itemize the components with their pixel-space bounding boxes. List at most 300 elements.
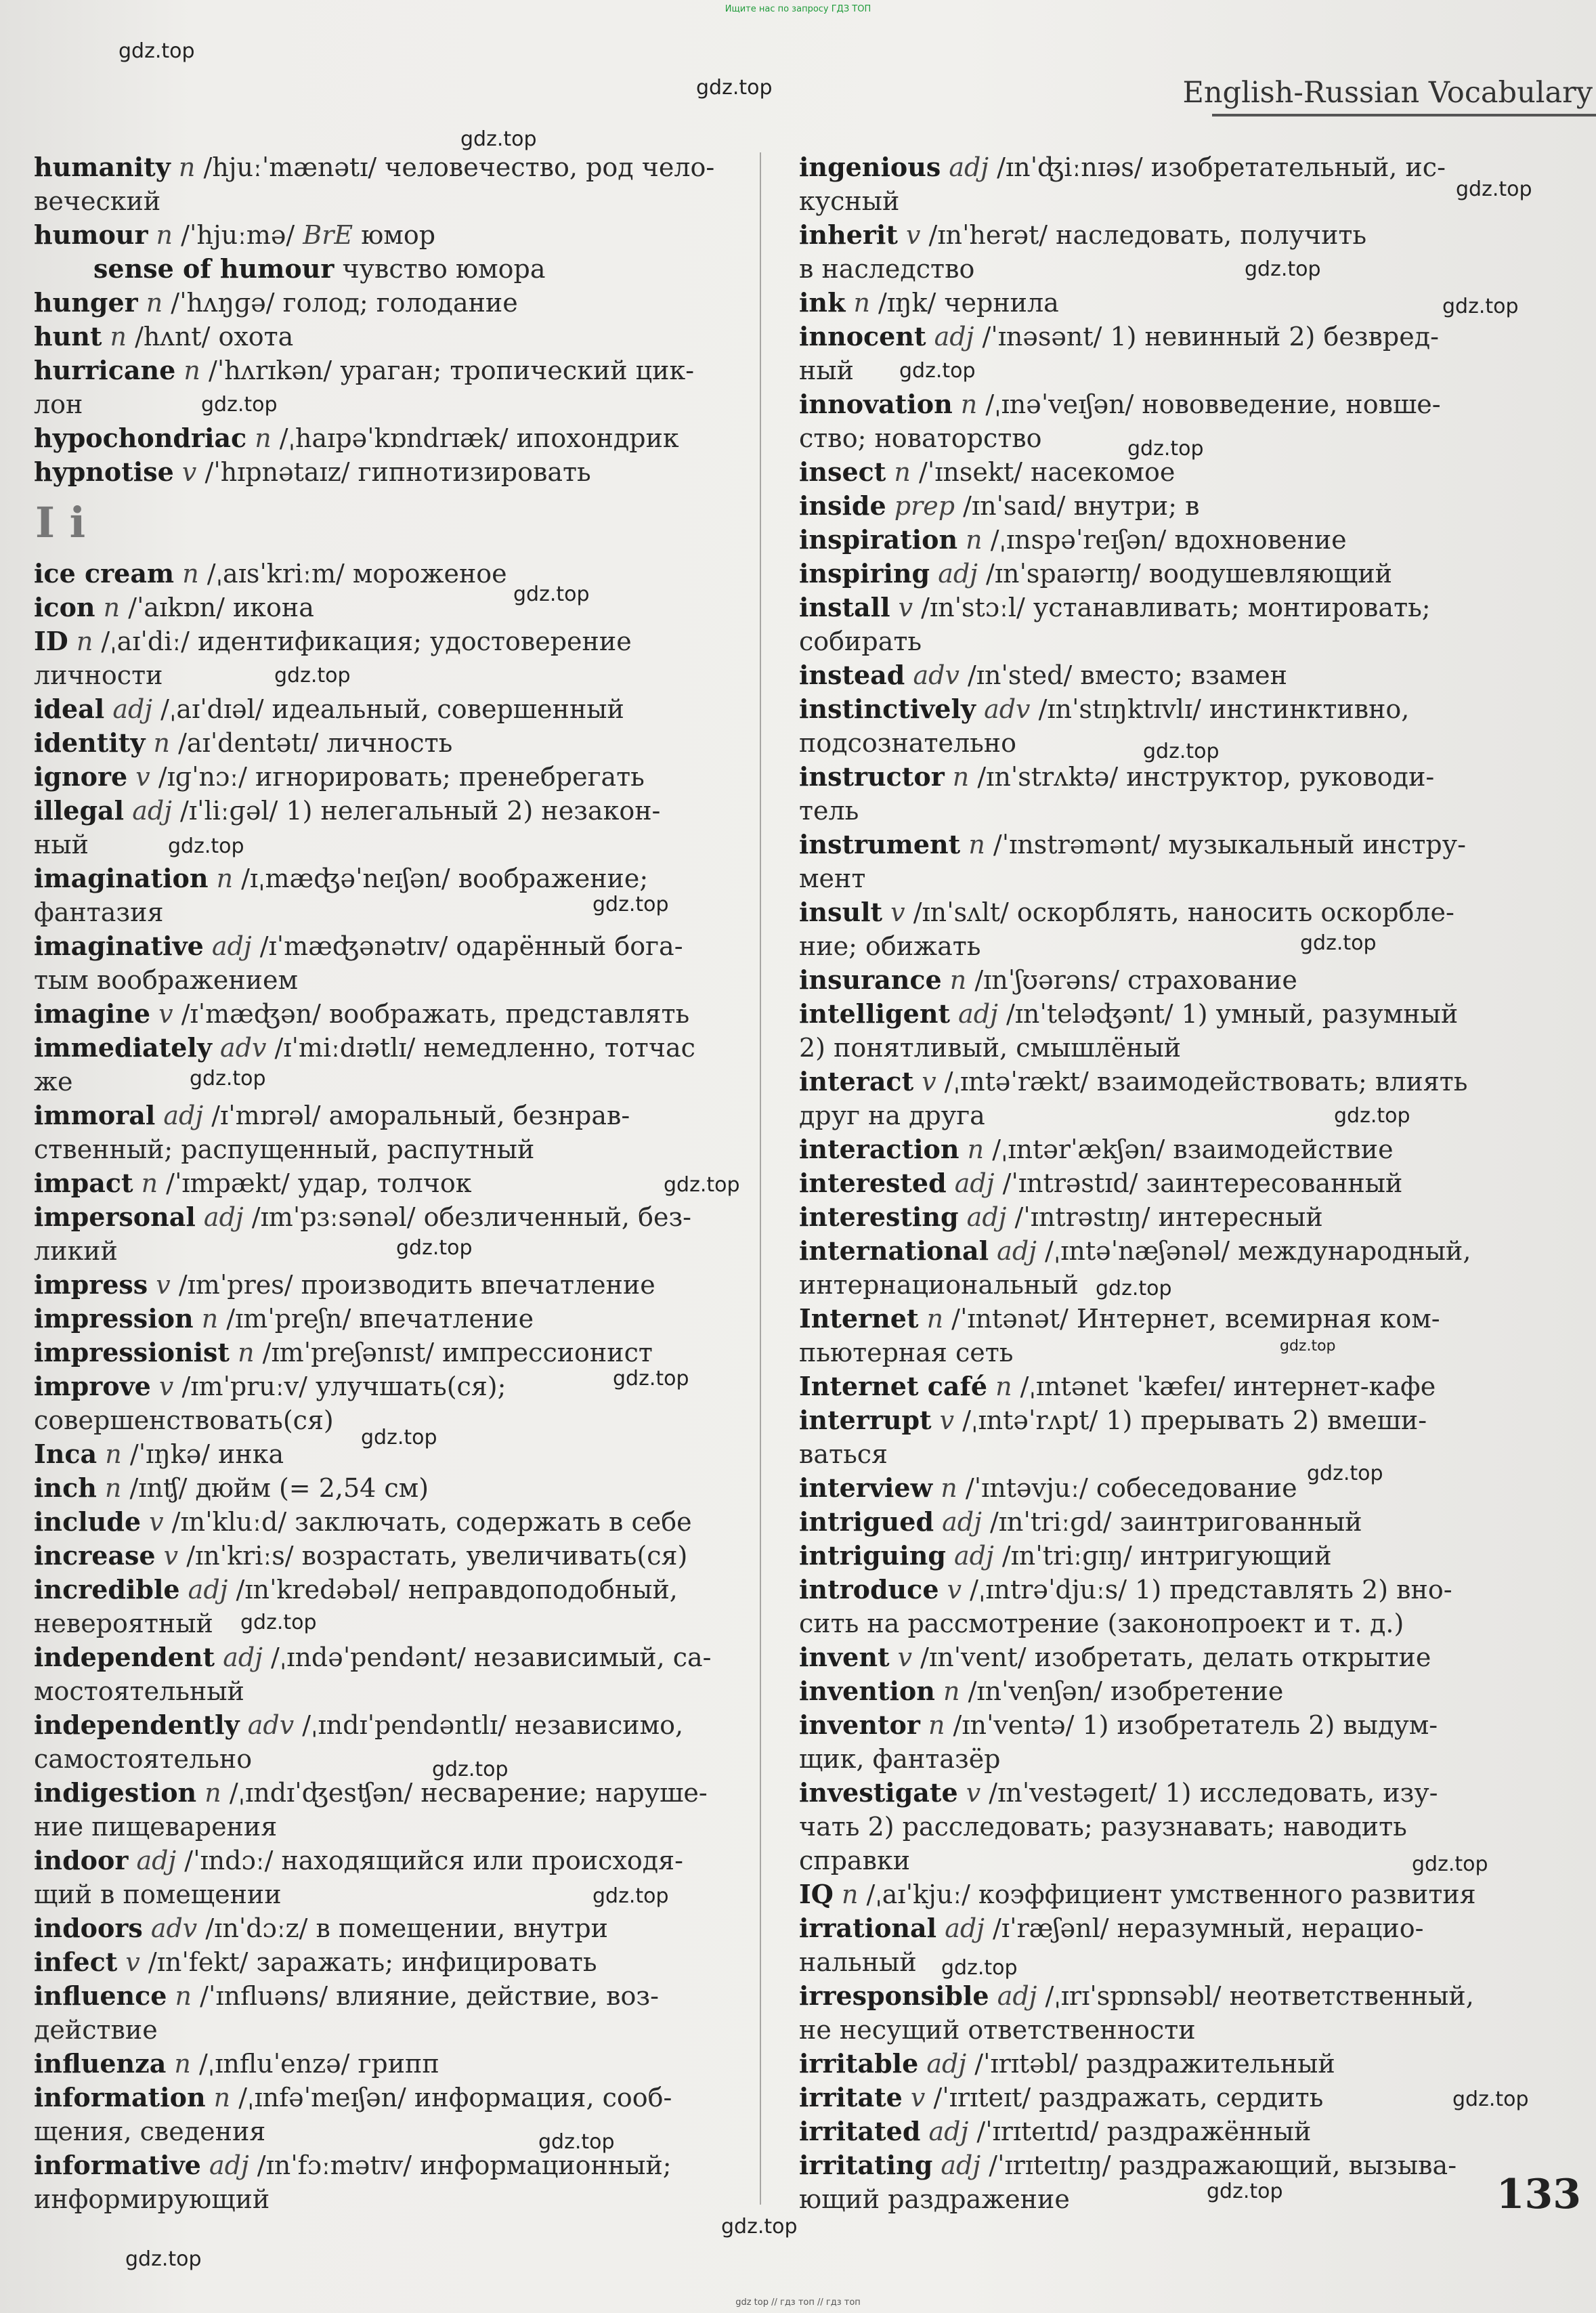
- part-of-speech: n: [170, 152, 204, 182]
- vocab-line: [34, 2013, 745, 2047]
- headword: irritating: [799, 2150, 933, 2180]
- part-of-speech: BrE: [303, 220, 353, 250]
- definition-text: /ɪmˈpreʃənɪst/ импрессионист: [262, 1338, 653, 1367]
- headword: impressionist: [34, 1337, 230, 1367]
- headword: ice cream: [34, 558, 175, 589]
- headword: influenza: [34, 2048, 167, 2079]
- part-of-speech: adj: [124, 796, 181, 826]
- part-of-speech: n: [145, 728, 179, 758]
- headword: Inca: [34, 1439, 98, 1469]
- vocab-line: [799, 2081, 1490, 2115]
- vocab-line: [799, 760, 1490, 794]
- vocab-line: [34, 218, 745, 252]
- headword: ID: [34, 626, 68, 656]
- definition-text: /ɪnˈkriːs/ возрастать, увеличивать(ся): [186, 1541, 688, 1571]
- definition-text: собирать: [799, 627, 922, 656]
- headword: identity: [34, 727, 146, 758]
- definition-text: /ˌaɪsˈkriːm/ мороженое: [207, 559, 507, 589]
- definition-text: /ɪmˈpruːv/ улучшать(ся);: [181, 1372, 506, 1401]
- vocab-line: [34, 455, 745, 489]
- part-of-speech: n: [166, 2049, 199, 2079]
- vocab-line: [799, 1776, 1490, 1810]
- definition-text: /ɪnˈteləʤənt/ 1) умный, разумный: [1006, 999, 1459, 1029]
- definition-text: 2) понятливый, смышлёный: [799, 1033, 1182, 1063]
- definition-text: /ˌɪndɪˈʤesʧən/ несварение; наруше-: [229, 1778, 708, 1808]
- vocab-line: [34, 2081, 745, 2115]
- part-of-speech: n: [246, 423, 280, 453]
- definition-text: щения, сведения: [34, 2117, 266, 2146]
- vocab-line: [34, 1065, 745, 1099]
- watermark: gdz.top: [513, 582, 590, 606]
- definition-text: /ˌɪnfluˈenzə/ грипп: [198, 2049, 439, 2079]
- vocab-line: [799, 2047, 1490, 2081]
- headword: instinctively: [799, 694, 976, 724]
- part-of-speech: n: [833, 1880, 867, 1909]
- definition-text: /ˌɪnəˈveɪʃən/ нововведение, новше-: [985, 389, 1441, 419]
- watermark: gdz.top: [696, 76, 773, 100]
- definition-text: чувство юмора: [334, 254, 546, 284]
- watermark: gdz.top: [168, 834, 244, 858]
- vocab-line: [34, 150, 745, 184]
- part-of-speech: n: [934, 1676, 968, 1706]
- definition-text: /ɪmˈpreʃn/ впечатление: [226, 1304, 534, 1334]
- headword: inventor: [799, 1710, 920, 1740]
- definition-text: лон: [34, 389, 83, 419]
- definition-text: щий в помещении: [34, 1880, 282, 1909]
- definition-text: /ɪnˈvent/ изобретать, делать открытие: [920, 1642, 1431, 1672]
- definition-text: /ˈɪnstrəmənt/ музыкальный инстру-: [993, 830, 1466, 860]
- definition-text: /ɪnˈfɔːmətɪv/ информационный;: [257, 2150, 672, 2180]
- vocab-line: [799, 218, 1490, 252]
- definition-text: /ˈhʌrɪkən/ ураган; тропический цик-: [208, 356, 695, 385]
- vocab-line: [799, 1336, 1490, 1370]
- headword: indoor: [34, 1845, 129, 1875]
- vocab-line: [799, 320, 1490, 354]
- definition-text: /ɪnˈstɪŋktɪvlɪ/ инстинктивно,: [1038, 694, 1410, 724]
- definition-text: справки: [799, 1846, 911, 1875]
- headword: informative: [34, 2150, 201, 2180]
- definition-text: /ɪnˈspaɪərɪŋ/ воодушевляющий: [986, 559, 1393, 589]
- part-of-speech: v: [931, 1405, 963, 1435]
- definition-text: /ˈɪrɪteɪtɪŋ/ раздражающий, вызыва-: [989, 2150, 1457, 2180]
- definition-text: действие: [34, 2015, 158, 2045]
- headword: ideal: [34, 694, 105, 724]
- headword: install: [799, 592, 890, 622]
- part-of-speech: n: [918, 1304, 952, 1334]
- part-of-speech: n: [167, 1981, 200, 2011]
- watermark: gdz.top: [899, 359, 976, 383]
- headword: humanity: [34, 152, 171, 182]
- definition-text: ние пищеварения: [34, 1812, 278, 1842]
- vocab-line: [34, 1640, 745, 1674]
- watermark: gdz.top: [190, 1067, 266, 1090]
- vocab-line: [34, 1505, 745, 1539]
- definition-text: друг на друга: [799, 1101, 985, 1130]
- part-of-speech: prep: [886, 491, 964, 521]
- headword: introduce: [799, 1574, 939, 1605]
- vocab-line: [799, 997, 1490, 1031]
- vocab-line: [34, 1844, 745, 1877]
- definition-text: /ˌaɪˈkjuː/ коэффициент умственного развития: [866, 1880, 1476, 1909]
- part-of-speech: v: [150, 999, 181, 1029]
- vocab-line: [34, 760, 745, 794]
- part-of-speech: v: [155, 1541, 187, 1571]
- definition-text: совершенствовать(ся): [34, 1405, 334, 1435]
- vocab-line: [34, 1979, 745, 2013]
- watermark: gdz.top: [1280, 1338, 1336, 1355]
- definition-text: /ˌaɪˈdɪəl/ идеальный, совершенный: [160, 694, 624, 724]
- watermark: gdz.top: [1127, 437, 1204, 461]
- headword: independently: [34, 1710, 240, 1740]
- watermark: gdz.top: [1096, 1277, 1172, 1300]
- definition-text: /ɪnˈvenʃən/ изобретение: [968, 1676, 1284, 1706]
- vocab-line: [34, 354, 745, 387]
- headword: impact: [34, 1168, 133, 1198]
- vocab-line: [799, 692, 1490, 726]
- headword: interesting: [799, 1202, 959, 1232]
- definition-text: /ˈɪntrəstɪŋ/ интересный: [1014, 1202, 1323, 1232]
- vocab-line: [34, 320, 745, 354]
- part-of-speech: v: [902, 2083, 934, 2113]
- definition-text: /hʌnt/ охота: [135, 322, 294, 352]
- headword: invention: [799, 1676, 935, 1706]
- headword: intelligent: [799, 998, 951, 1029]
- watermark: gdz.top: [613, 1367, 689, 1391]
- definition-text: пьютерная сеть: [799, 1338, 1014, 1367]
- definition-text: /ˌɪndəˈpendənt/ независимый, са-: [271, 1642, 712, 1672]
- headword: inspiring: [799, 558, 930, 589]
- part-of-speech: v: [127, 762, 158, 792]
- part-of-speech: v: [913, 1067, 945, 1097]
- definition-text: /ˌɪntrəˈdjuːs/ 1) представлять 2) вно-: [970, 1575, 1452, 1605]
- part-of-speech: v: [957, 1778, 989, 1808]
- part-of-speech: n: [959, 1134, 993, 1164]
- definition-text: /ˈhʌŋɡə/ голод; голодание: [171, 288, 518, 318]
- part-of-speech: adj: [941, 152, 997, 182]
- headword: Internet: [799, 1303, 919, 1334]
- definition-text: /ˌɪntəˈrækt/ взаимодействовать; влиять: [944, 1067, 1468, 1097]
- watermark: gdz.top: [1412, 1852, 1488, 1876]
- definition-text: невероятный: [34, 1609, 213, 1638]
- watermark: gdz.top: [1143, 740, 1220, 763]
- watermark: gdz.top: [460, 127, 537, 151]
- definition-text: ный: [799, 356, 854, 385]
- headword: irrational: [799, 1913, 937, 1943]
- definition-text: /ɪˌmæʤəˈneɪʃən/ воображение;: [241, 864, 649, 893]
- vocab-line: [34, 1539, 745, 1573]
- headword: inherit: [799, 219, 898, 250]
- part-of-speech: n: [68, 627, 102, 656]
- vocab-line: [799, 1065, 1490, 1099]
- definition-text: личности: [34, 660, 163, 690]
- definition-text: /ˈhjuːmə/: [181, 220, 303, 250]
- headword: hunger: [34, 287, 138, 318]
- definition-text: кусный: [799, 186, 900, 216]
- definition-text: /ˈɪntəvjuː/ собеседование: [965, 1473, 1297, 1503]
- definition-text: /ˈɪndɔː/ находящийся или происходя-: [184, 1846, 683, 1875]
- part-of-speech: n: [175, 356, 209, 385]
- headword: immoral: [34, 1100, 156, 1130]
- headword: indoors: [34, 1913, 143, 1943]
- headword: impression: [34, 1303, 194, 1334]
- part-of-speech: adj: [934, 1507, 990, 1537]
- headword: irritated: [799, 2116, 921, 2146]
- part-of-speech: adj: [195, 1202, 252, 1232]
- header-rule: [1212, 114, 1596, 116]
- vocab-line: [34, 1674, 745, 1708]
- vocab-line: [34, 2115, 745, 2148]
- definition-text: самостоятельно: [34, 1744, 253, 1774]
- watermark: gdz.top: [118, 39, 195, 63]
- definition-text: чать 2) расследовать; разузнавать; наводить: [799, 1812, 1407, 1842]
- part-of-speech: adj: [932, 2150, 989, 2180]
- watermark: gdz.top: [1307, 1462, 1383, 1485]
- part-of-speech: adv: [975, 694, 1039, 724]
- definition-text: /ɪnˈtriːɡɪŋ/ интригующий: [1001, 1541, 1332, 1571]
- part-of-speech: n: [205, 2083, 239, 2113]
- definition-text: интернациональный: [799, 1270, 1079, 1300]
- part-of-speech: v: [897, 220, 929, 250]
- headword: hypochondriac: [34, 423, 247, 453]
- vocab-line: [799, 252, 1490, 286]
- headword: illegal: [34, 795, 125, 826]
- definition-text: /ˈɪnsekt/ насекомое: [918, 457, 1176, 487]
- part-of-speech: v: [117, 1947, 148, 1977]
- watermark: gdz.top: [592, 893, 669, 916]
- headword: include: [34, 1506, 142, 1537]
- headword: invent: [799, 1642, 890, 1672]
- headword: sense of humour: [93, 253, 335, 284]
- vocab-line: [799, 1505, 1490, 1539]
- definition-text: /ˌɪntənet ˈkæfeɪ/ интернет-кафе: [1020, 1372, 1436, 1401]
- vocab-line: [34, 1268, 745, 1302]
- vocab-line: [34, 557, 745, 591]
- watermark: gdz.top: [941, 1956, 1018, 1980]
- vocab-line: [799, 387, 1490, 421]
- part-of-speech: adj: [104, 694, 161, 724]
- definition-text: /ˌɪntəˈnæʃənəl/ международный,: [1045, 1236, 1471, 1266]
- vocab-line: [34, 692, 745, 726]
- part-of-speech: v: [882, 897, 913, 927]
- headword: hypnotise: [34, 457, 174, 487]
- vocab-line: [799, 794, 1490, 828]
- headword: independent: [34, 1642, 215, 1672]
- vocab-line: [34, 963, 745, 997]
- definition-text: юмор: [353, 220, 436, 250]
- part-of-speech: n: [133, 1168, 167, 1198]
- definition-text: /ˈɪrɪtəbl/ раздражительный: [974, 2049, 1335, 2079]
- vocab-line: [799, 1640, 1490, 1674]
- headword: instead: [799, 660, 905, 690]
- vocab-line: [799, 1031, 1490, 1065]
- vocab-line: [799, 1607, 1490, 1640]
- definition-text: /ˌɪnfəˈmeɪʃən/ информация, сооб-: [238, 2083, 672, 2113]
- watermark: gdz.top: [125, 2247, 202, 2271]
- part-of-speech: adj: [920, 2117, 977, 2146]
- definition-text: /ˈɪrɪteɪtɪd/ раздражённый: [976, 2117, 1312, 2146]
- definition-text: фантазия: [34, 897, 164, 927]
- definition-text: /ɪnˈherət/ наследовать, получить: [928, 220, 1367, 250]
- vocab-line: [34, 1708, 745, 1742]
- vocab-line: [34, 1573, 745, 1607]
- part-of-speech: n: [960, 830, 993, 860]
- part-of-speech: adj: [989, 1981, 1045, 2011]
- vocab-line: [799, 591, 1490, 624]
- headword: humour: [34, 219, 148, 250]
- headword: imagination: [34, 863, 209, 893]
- part-of-speech: adj: [936, 1913, 993, 1943]
- part-of-speech: adj: [918, 2049, 975, 2079]
- definition-text: /ɪnˈstɔːl/ устанавливать; монтировать;: [921, 593, 1431, 622]
- vocab-line: [34, 2148, 745, 2182]
- part-of-speech: n: [96, 1473, 130, 1503]
- vocab-line: [34, 828, 745, 862]
- watermark: gdz.top: [1452, 2087, 1529, 2111]
- headword: irritable: [799, 2048, 919, 2079]
- part-of-speech: n: [886, 457, 919, 487]
- definition-text: /ɪnˈkredəbəl/ неправдоподобный,: [236, 1575, 678, 1605]
- headword: IQ: [799, 1879, 834, 1909]
- part-of-speech: n: [957, 525, 991, 555]
- part-of-speech: adv: [905, 660, 968, 690]
- vocab-line: [799, 963, 1490, 997]
- part-of-speech: n: [941, 965, 975, 995]
- part-of-speech: v: [939, 1575, 970, 1605]
- part-of-speech: adj: [989, 1236, 1045, 1266]
- definition-text: /ˌɪrɪˈspɒnsəbl/ неответственный,: [1045, 1981, 1474, 2011]
- part-of-speech: adj: [128, 1846, 185, 1875]
- vocab-line: [34, 387, 745, 421]
- definition-text: информирующий: [34, 2184, 270, 2214]
- definition-text: тым воображением: [34, 965, 299, 995]
- vocab-line: [799, 1945, 1490, 1979]
- vocab-line: [34, 929, 745, 963]
- headword: inspiration: [799, 524, 958, 555]
- part-of-speech: adv: [239, 1710, 303, 1740]
- headword: ignore: [34, 761, 128, 792]
- vocab-line: [799, 658, 1490, 692]
- headword: increase: [34, 1540, 156, 1571]
- vocab-line: [34, 726, 745, 760]
- definition-text: /ɪˈmɒrəl/ аморальный, безнрав-: [211, 1101, 630, 1130]
- part-of-speech: v: [173, 457, 205, 487]
- headword: investigate: [799, 1777, 958, 1808]
- vocab-line: [34, 1200, 745, 1234]
- part-of-speech: adj: [945, 1541, 1002, 1571]
- watermark: gdz.top: [1300, 931, 1377, 955]
- running-title: English-Russian Vocabulary: [1182, 76, 1593, 110]
- part-of-speech: adj: [950, 999, 1006, 1029]
- vocab-line: [799, 523, 1490, 557]
- vocab-line: [799, 1471, 1490, 1505]
- definition-text: /ˈɪntənət/ Интернет, всемирная ком-: [951, 1304, 1440, 1334]
- headword: hurricane: [34, 355, 176, 385]
- definition-text: /ɪnˈtriːɡd/ заинтригованный: [989, 1507, 1362, 1537]
- vocab-line: [799, 1877, 1490, 1911]
- definition-text: /ɪnˈʤiːnɪəs/ изобретательный, ис-: [997, 152, 1446, 182]
- part-of-speech: n: [137, 288, 171, 318]
- headword: inside: [799, 490, 886, 521]
- vocab-line: [799, 895, 1490, 929]
- headword: interview: [799, 1472, 933, 1503]
- definition-text: /ɪnˈkluːd/ заключать, содержать в себе: [171, 1507, 692, 1537]
- definition-text: не несущий ответственности: [799, 2015, 1196, 2045]
- definition-text: /ˌɪntəˈrʌpt/ 1) прерывать 2) вмеши-: [962, 1405, 1427, 1435]
- column-divider: [760, 152, 761, 2205]
- headword: innocent: [799, 321, 926, 352]
- vocab-line: [34, 1132, 745, 1166]
- definition-text: мостоятельный: [34, 1676, 244, 1706]
- part-of-speech: adj: [215, 1642, 272, 1672]
- definition-text: /ɪnˈsaɪd/ внутри; в: [963, 491, 1200, 521]
- watermark: gdz.top: [240, 1611, 317, 1634]
- vocab-line: [799, 1132, 1490, 1166]
- definition-text: /hjuːˈmænətɪ/ человечество, род чело-: [203, 152, 715, 182]
- part-of-speech: n: [845, 288, 879, 318]
- part-of-speech: adv: [211, 1033, 275, 1063]
- part-of-speech: n: [196, 1778, 230, 1808]
- definition-text: /ɪnˈfekt/ заражать; инфицировать: [148, 1947, 597, 1977]
- headword: icon: [34, 592, 95, 622]
- bottom-note: gdz top // гдз топ // гдз топ: [735, 2297, 861, 2308]
- watermark: gdz.top: [538, 2130, 615, 2154]
- headword: interested: [799, 1168, 947, 1198]
- definition-text: ваться: [799, 1439, 888, 1469]
- headword: interaction: [799, 1134, 959, 1164]
- vocab-line: [799, 1437, 1490, 1471]
- vocab-line: [799, 1370, 1490, 1403]
- part-of-speech: v: [141, 1507, 172, 1537]
- vocab-line: [799, 2182, 1490, 2216]
- vocab-line: [34, 1742, 745, 1776]
- vocab-line: [799, 862, 1490, 895]
- part-of-speech: n: [97, 1439, 130, 1469]
- vocab-line: [799, 1200, 1490, 1234]
- definition-text: /ɪnˈsted/ вместо; взамен: [968, 660, 1287, 690]
- vocab-line: [34, 1945, 745, 1979]
- vocab-line: [34, 1776, 745, 1810]
- definition-text: /ˌɪndɪˈpendəntlɪ/ независимо,: [302, 1710, 684, 1740]
- vocab-line: [34, 1031, 745, 1065]
- definition-text: /ˈhɪpnətaɪz/ гипнотизировать: [204, 457, 591, 487]
- part-of-speech: adj: [200, 2150, 257, 2180]
- definition-text: /ˌaɪˈdiː/ идентификация; удостоверение: [101, 627, 632, 656]
- vocab-line: [34, 1336, 745, 1370]
- headword: imaginative: [34, 931, 204, 961]
- vocab-line: [799, 1979, 1490, 2013]
- vocab-line: [34, 1810, 745, 1844]
- vocab-line: [799, 1403, 1490, 1437]
- part-of-speech: adv: [142, 1913, 206, 1943]
- vocab-line: [799, 1708, 1490, 1742]
- headword: instrument: [799, 829, 961, 860]
- vocab-line: [34, 2047, 745, 2081]
- watermark: gdz.top: [592, 1884, 669, 1908]
- definition-text: ющий раздражение: [799, 2184, 1070, 2214]
- vocab-line: [799, 929, 1490, 963]
- definition-text: нальный: [799, 1947, 917, 1977]
- vocab-line: [34, 421, 745, 455]
- part-of-speech: n: [932, 1473, 966, 1503]
- headword: indigestion: [34, 1777, 197, 1808]
- headword: instructor: [799, 761, 945, 792]
- vocab-line: [34, 286, 745, 320]
- part-of-speech: v: [889, 1642, 921, 1672]
- definition-text: /ɪˈmæʤən/ воображать, представлять: [181, 999, 690, 1029]
- headword: incredible: [34, 1574, 180, 1605]
- definition-text: ликий: [34, 1236, 118, 1266]
- headword: innovation: [799, 389, 953, 419]
